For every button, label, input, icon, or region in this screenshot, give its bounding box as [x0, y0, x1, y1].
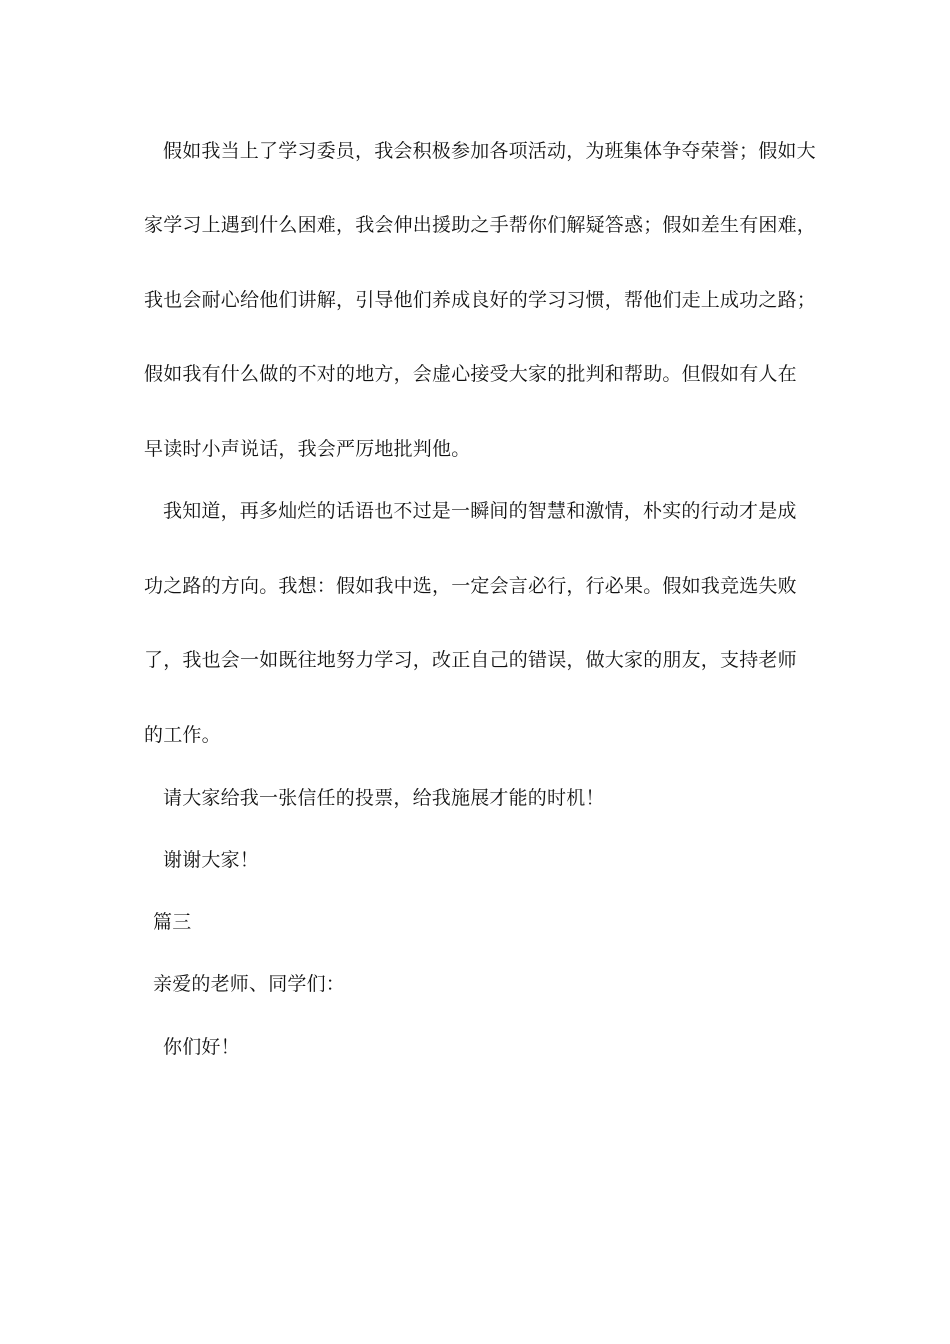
paragraph-line: 我也会耐心给他们讲解，引导他们养成良好的学习习惯，帮他们走上成功之路；: [144, 289, 817, 311]
paragraph-line: 的工作。: [144, 724, 221, 746]
paragraph-line: 假如我有什么做的不对的地方，会虚心接受大家的批判和帮助。但假如有人在: [144, 363, 797, 385]
paragraph-line: 家学习上遇到什么困难，我会伸出援助之手帮你们解疑答惑；假如差生有困难，: [144, 214, 817, 236]
paragraph-3: 请大家给我一张信任的投票，给我施展才能的时机！: [163, 787, 605, 809]
thanks-line: 谢谢大家！: [163, 849, 260, 871]
paragraph-line: 功之路的方向。我想：假如我中选，一定会言必行，行必果。假如我竞选失败: [144, 575, 797, 597]
paragraph-line: 我知道，再多灿烂的话语也不过是一瞬间的智慧和激情，朴实的行动才是成: [163, 500, 797, 522]
paragraph-line: 假如我当上了学习委员，我会积极参加各项活动，为班集体争夺荣誉；假如大: [163, 140, 816, 162]
greeting: 你们好！: [163, 1036, 240, 1058]
paragraph-line: 了，我也会一如既往地努力学习，改正自己的错误，做大家的朋友，支持老师: [144, 649, 797, 671]
salutation: 亲爱的老师、同学们：: [153, 973, 346, 995]
paragraph-line: 早读时小声说话，我会严厉地批判他。: [144, 438, 471, 460]
section-title: 篇三: [153, 911, 192, 933]
